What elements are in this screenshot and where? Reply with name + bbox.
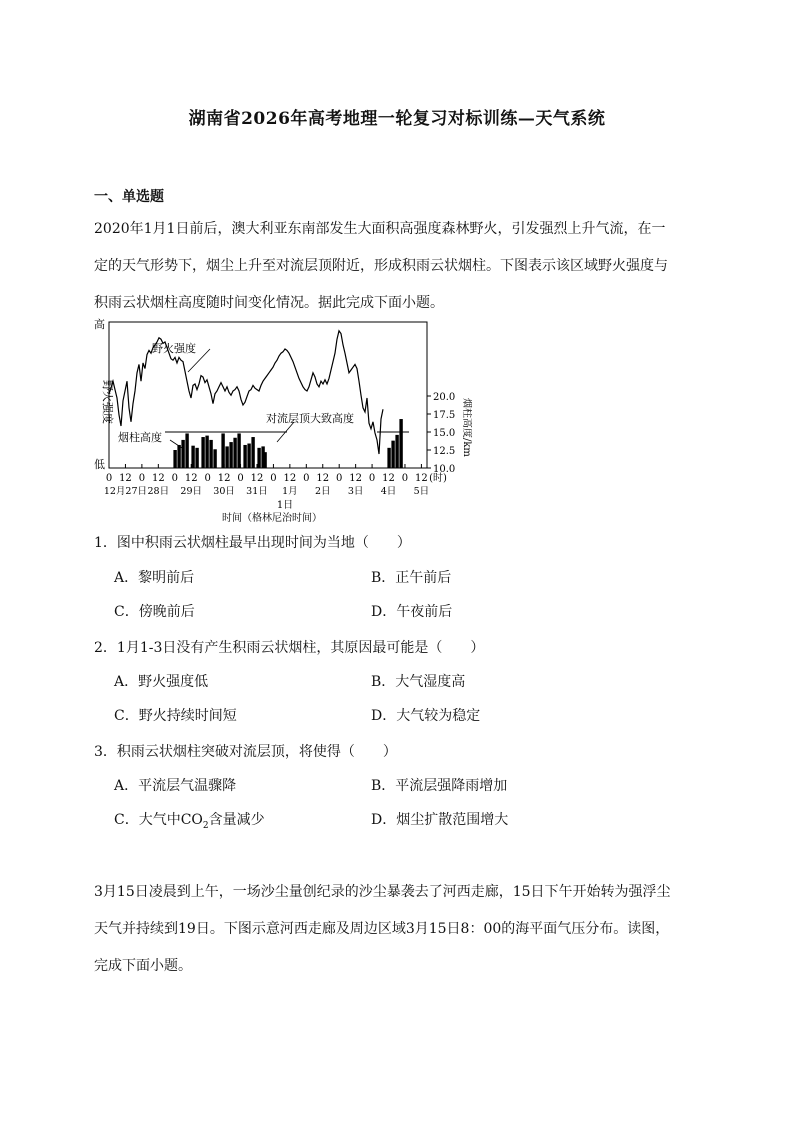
right-axis-tick-label: 15.0 xyxy=(433,428,456,439)
question-2-stem: 2．1月1-3日没有产生积雨云状烟柱，其原因最可能是（ ） xyxy=(94,640,485,656)
passage-line: 积雨云状烟柱高度随时间变化情况。据此完成下面小题。 xyxy=(94,295,444,311)
q2-option-d[interactable]: D．大气较为稳定 xyxy=(371,708,481,724)
smoke-height-bar xyxy=(177,445,180,468)
date-label: 12月27日 xyxy=(103,486,148,497)
smoke-height-bar xyxy=(209,440,212,468)
tropopause-label: 对流层顶大致高度 xyxy=(266,412,354,425)
x-axis-tick-label: 12 xyxy=(250,473,264,484)
smoke-height-bar xyxy=(263,452,266,468)
smoke-height-bar xyxy=(221,433,224,468)
x-axis-tick-label: 12 xyxy=(415,473,428,484)
x-axis-tick-label: 0 xyxy=(336,473,343,484)
x-axis-tick-label: 0 xyxy=(204,473,211,484)
x-axis-tick-label: 12 xyxy=(217,473,231,484)
right-axis-tick-label: 17.5 xyxy=(433,410,456,421)
smoke-height-bar xyxy=(191,446,194,468)
passage-line: 天气并持续到19日。下图示意河西走廊及周边区域3月15日8：00的海平面气压分布。读图， xyxy=(94,921,670,937)
smoke-height-bar xyxy=(391,441,394,468)
x-axis-tick-label: 12 xyxy=(382,473,395,484)
smoke-height-bar xyxy=(251,437,254,468)
question-1-stem: 1．图中积雨云状烟柱最早出现时间为当地（ ） xyxy=(94,535,411,551)
smoke-height-bar xyxy=(229,442,232,468)
smoke-height-bar xyxy=(181,440,184,468)
q2-option-b[interactable]: B．大气湿度高 xyxy=(371,674,466,690)
x-axis-tick-label: 12 xyxy=(184,473,198,484)
q1-option-d[interactable]: D．午夜前后 xyxy=(371,604,453,620)
fire-label: 野火强度 xyxy=(152,342,196,355)
date-label: 2日 xyxy=(314,486,331,497)
x-axis-tick-label: 12 xyxy=(119,473,132,484)
q3-option-b[interactable]: B．平流层强降雨增加 xyxy=(371,778,508,794)
x-axis-tick-label: 0 xyxy=(401,473,409,484)
question-3-stem: 3．积雨云状烟柱突破对流层顶，将使得（ ） xyxy=(94,744,397,760)
document-title: 湖南省2026年高考地理一轮复习对标训练—天气系统 xyxy=(188,109,606,129)
date-sublabel: 1日 xyxy=(276,500,294,511)
q3-option-c-subscript: 2 xyxy=(202,820,209,831)
smoke-height-bar xyxy=(195,448,198,468)
right-axis-tick-label: 12.5 xyxy=(433,446,456,457)
x-axis-tick-label: 0 xyxy=(368,473,376,484)
q3-option-c[interactable] xyxy=(114,809,265,831)
q1-option-c[interactable]: C．傍晚前后 xyxy=(114,604,195,620)
x-axis-tick-label: 0 xyxy=(237,473,244,484)
x-axis-tick-label: 12 xyxy=(283,473,297,484)
date-label: 31日 xyxy=(246,486,268,497)
q3-option-d[interactable]: D．烟尘扩散范围增大 xyxy=(371,812,509,828)
q3-option-c-text: C．大气中CO xyxy=(114,812,203,828)
smoke-height-bar xyxy=(205,436,208,468)
smoke-height-bar xyxy=(257,448,260,468)
passage-line: 完成下面小题。 xyxy=(94,958,192,974)
q2-option-c[interactable]: C．野火持续时间短 xyxy=(114,708,237,724)
q1-option-b[interactable]: B．正午前后 xyxy=(371,570,452,586)
date-label: 30日 xyxy=(213,486,235,497)
smoke-height-bar xyxy=(233,438,236,468)
smoke-height-bar xyxy=(213,449,216,468)
smoke-pointer xyxy=(170,440,182,448)
passage-2 xyxy=(94,874,706,985)
x-axis-tick-label: 0 xyxy=(105,473,113,484)
right-axis-label: 烟柱高度/km xyxy=(461,398,472,457)
chart-svg xyxy=(92,316,472,526)
passage-line: 3月15日凌晨到上午，一场沙尘量创纪录的沙尘暴袭去了河西走廊，15日下午开始转为强浮尘 xyxy=(94,884,671,900)
date-label: 5日 xyxy=(413,486,430,497)
smoke-height-bar xyxy=(243,445,246,468)
right-axis-tick-label: 10.0 xyxy=(433,464,456,475)
x-axis-tick-label: 12 xyxy=(349,473,363,484)
passage-1 xyxy=(94,211,706,322)
smoke-height-bar xyxy=(247,444,250,468)
x-axis-tick-label: 12 xyxy=(316,473,330,484)
q2-option-a[interactable]: A．野火强度低 xyxy=(114,674,209,690)
date-label: 28日 xyxy=(147,486,170,497)
q3-option-c-tail: 含量减少 xyxy=(208,812,265,828)
smoke-height-bar xyxy=(225,446,228,468)
x-axis-tick-label: 0 xyxy=(303,473,310,484)
smoke-height-bar xyxy=(395,435,398,468)
x-axis-tick-label: (时) xyxy=(429,473,447,484)
date-label: 29日 xyxy=(180,486,203,497)
q3-option-a[interactable]: A．平流层气温骤降 xyxy=(114,778,237,794)
smoke-label: 烟柱高度 xyxy=(118,431,162,444)
x-axis-label: 时间（格林尼治时间） xyxy=(222,513,322,524)
section-heading: 一、单选题 xyxy=(94,189,164,205)
left-axis-low: 低 xyxy=(94,458,105,471)
left-axis-high: 高 xyxy=(94,318,105,331)
smoke-height-bar xyxy=(185,433,188,468)
left-axis-label: 野火强度 xyxy=(101,380,114,424)
smoke-height-bar xyxy=(237,433,240,468)
smoke-height-bar xyxy=(201,437,204,468)
x-axis-tick-label: 12 xyxy=(151,473,165,484)
fire-smoke-chart xyxy=(92,316,472,530)
date-label: 3日 xyxy=(347,486,364,497)
x-axis-tick-label: 0 xyxy=(138,473,146,484)
smoke-height-bar xyxy=(387,448,390,468)
passage-line: 2020年1月1日前后，澳大利亚东南部发生大面积高强度森林野火，引发强烈上升气流，在一 xyxy=(94,221,666,237)
q1-option-a[interactable]: A．黎明前后 xyxy=(114,570,195,586)
right-axis-tick-label: 20.0 xyxy=(433,392,456,403)
date-label: 1月 xyxy=(282,486,298,497)
smoke-height-bar xyxy=(399,419,402,468)
passage-line: 定的天气形势下，烟尘上升至对流层顶附近，形成积雨云状烟柱。下图表示该区域野火强度与 xyxy=(94,258,668,274)
x-axis-tick-label: 0 xyxy=(171,473,178,484)
x-axis-tick-label: 0 xyxy=(270,473,277,484)
date-label: 4日 xyxy=(380,486,397,497)
